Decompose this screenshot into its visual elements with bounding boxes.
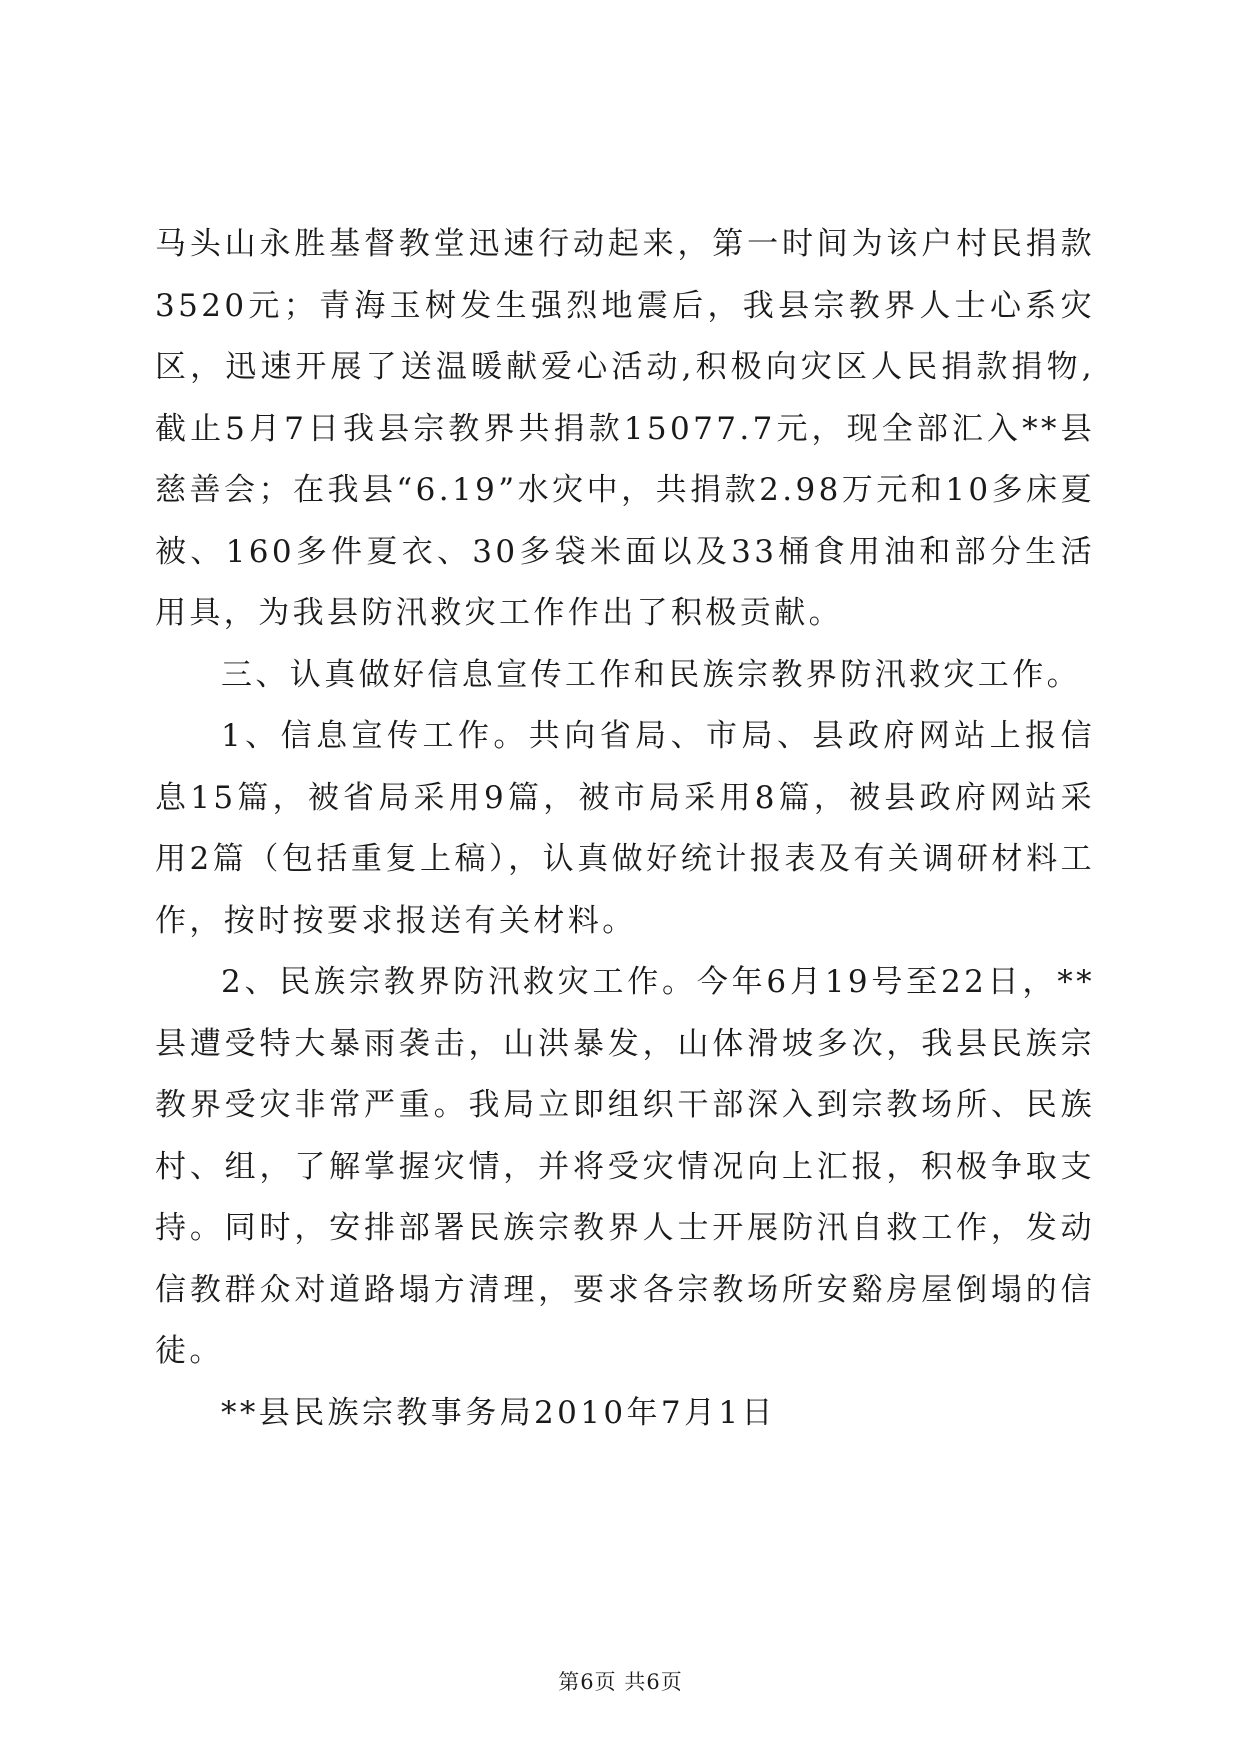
section-heading-three: 三、认真做好信息宣传工作和民族宗教界防汛救灾工作。 [221, 656, 1081, 693]
signature-line: **县民族宗教事务局2010年7月1日 [221, 1394, 776, 1431]
document-body [155, 214, 1095, 1444]
page-number-footer: 第6页 共6页 [558, 1670, 683, 1694]
paragraph-info-publicity: 1、信息宣传工作。共向省局、市局、县政府网站上报信息15篇，被省局采用9篇，被市局采用8篇，被县政府网站采用2篇（包括重复上稿），认真做好统计报表及有关调研材料工作，按时按要求报送有关材料。 [155, 718, 1095, 939]
paragraph-donations: 马头山永胜基督教堂迅速行动起来，第一时间为该户村民捐款3520元；青海玉树发生强烈地震后，我县宗教界人士心系灾区，迅速开展了送温暖献爱心活动,积极向灾区人民捐款捐物,截止5月7日我县宗教界共捐款15077.7元，现全部汇入**县慈善会；在我县“6.19”水灾中，共捐款2.98万元和10多床夏被、160多件夏衣、30多袋米面以及33桶食用油和部分生活用具，为我县防汛救灾工作作出了积极贡献。 [155, 226, 1095, 631]
paragraph-flood-relief: 2、民族宗教界防汛救灾工作。今年6月19号至22日，**县遭受特大暴雨袭击，山洪暴发，山体滑坡多次，我县民族宗教界受灾非常严重。我局立即组织干部深入到宗教场所、民族村、组，了解掌握灾情，并将受灾情况向上汇报，积极争取支持。同时，安排部署民族宗教界人士开展防汛自救工作，发动信教群众对道路塌方清理，要求各宗教场所安谿房屋倒塌的信徒。 [155, 964, 1095, 1369]
